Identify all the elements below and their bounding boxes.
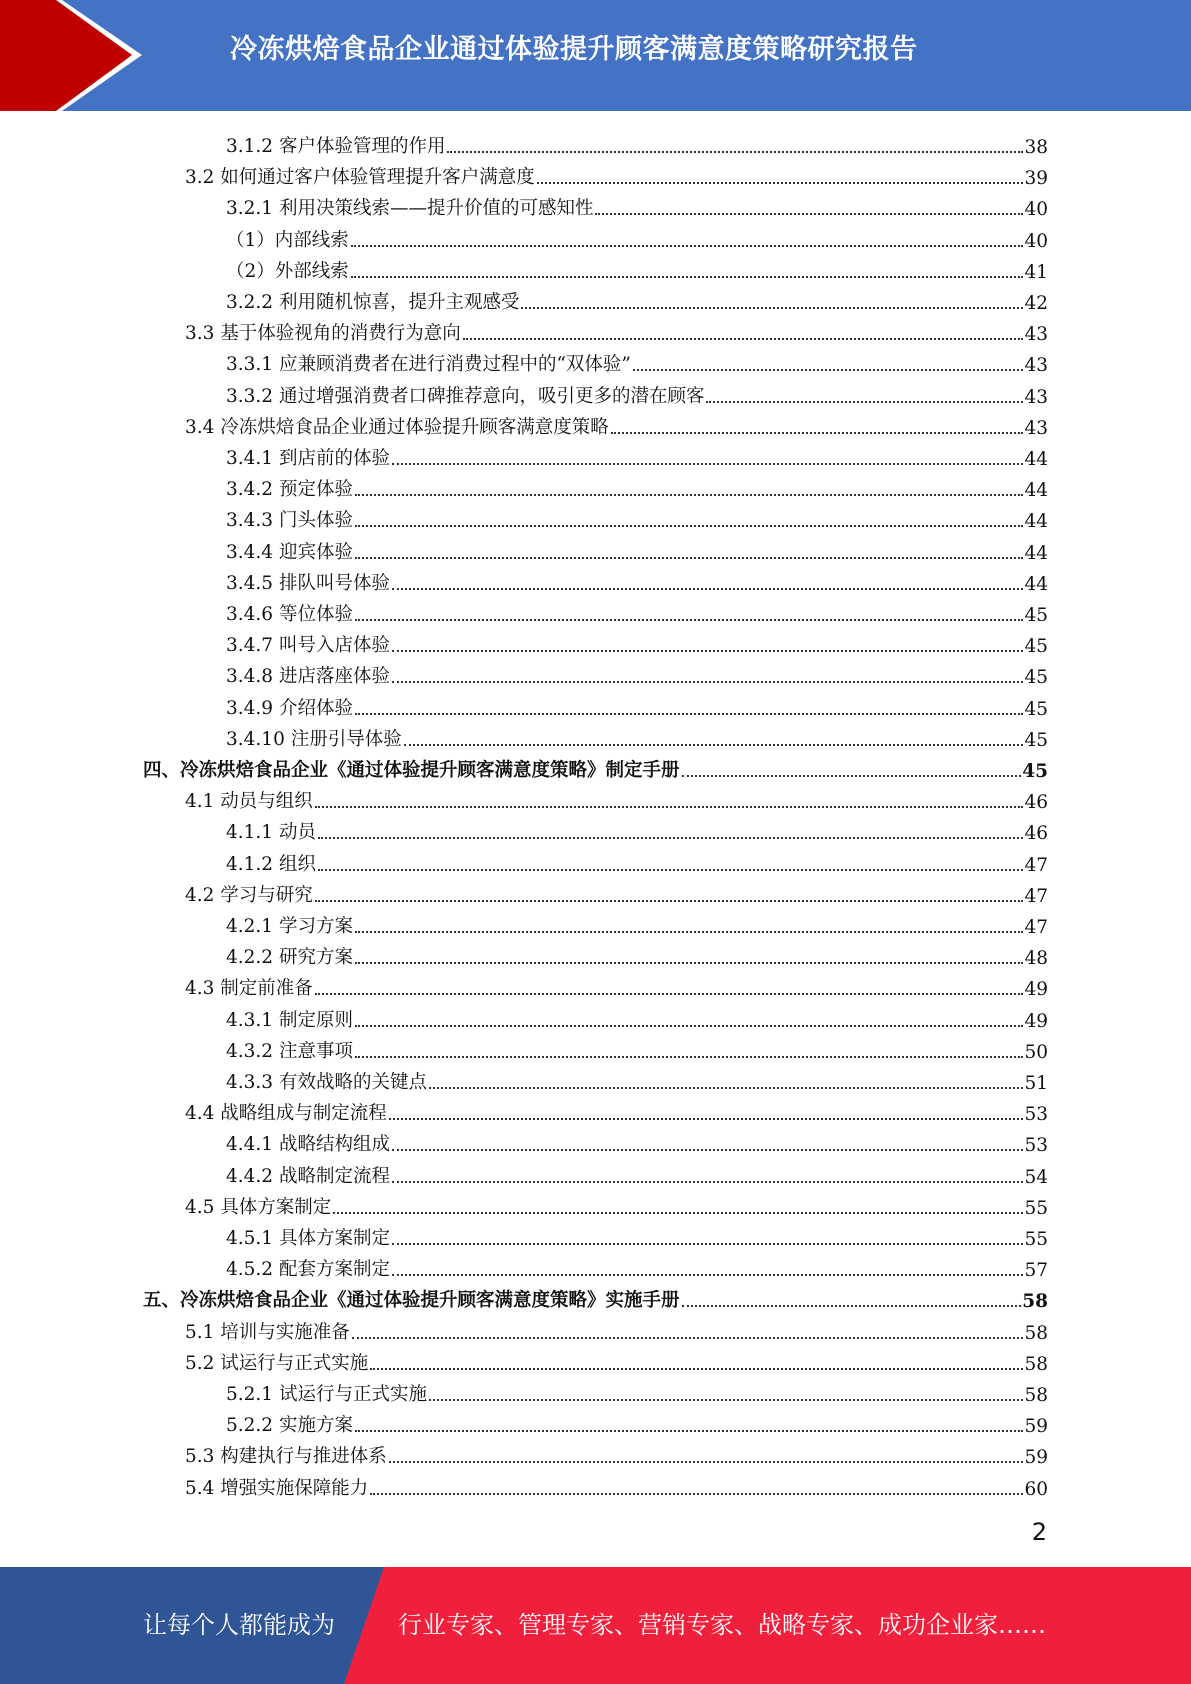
toc-entry[interactable]	[226, 221, 1048, 252]
toc-leader-dots	[404, 743, 1024, 746]
toc-leader-dots	[682, 1304, 1022, 1307]
toc-entry-page: 46	[1024, 792, 1048, 814]
toc-entry-page: 40	[1024, 230, 1048, 252]
toc-entry-label: 4.2.2 研究方案	[226, 947, 353, 969]
toc-leader-dots	[389, 1117, 1024, 1120]
toc-entry[interactable]	[226, 1001, 1048, 1032]
toc-leader-dots	[429, 1398, 1023, 1401]
toc-leader-dots	[355, 1429, 1024, 1432]
toc-entry-label: （2）外部线索	[226, 260, 349, 282]
toc-leader-dots	[706, 400, 1023, 403]
toc-entry-label: 4.4.2 战略制定流程	[226, 1165, 390, 1187]
toc-entry[interactable]	[226, 1406, 1048, 1437]
toc-entry-label: 4.1.2 组织	[226, 853, 316, 875]
toc-leader-dots	[392, 649, 1023, 652]
toc-entry-page: 48	[1024, 948, 1048, 970]
toc-entry-label: 四、冷冻烘焙食品企业《通过体验提升顾客满意度策略》制定手册	[143, 760, 680, 781]
toc-entry-label: 5.2.1 试运行与正式实施	[226, 1384, 427, 1405]
toc-entry-page: 44	[1024, 573, 1048, 595]
toc-entry[interactable]	[226, 1157, 1048, 1188]
toc-entry-page: 47	[1024, 854, 1048, 876]
toc-entry-page: 57	[1024, 1260, 1048, 1282]
toc-leader-dots	[392, 1242, 1023, 1245]
toc-entry-label: 4.1.1 动员	[226, 822, 316, 844]
toc-entry[interactable]	[185, 876, 1048, 907]
toc-leader-dots	[355, 618, 1024, 621]
toc-entry-label: 4.3.2 注意事项	[226, 1040, 353, 1062]
toc-entry-page: 43	[1024, 386, 1048, 408]
toc-leader-dots	[355, 524, 1024, 527]
toc-entry-page: 41	[1024, 261, 1048, 283]
toc-entry-label: 3.4.2 预定体验	[226, 479, 353, 501]
toc-entry-page: 45	[1024, 605, 1048, 626]
toc-leader-dots	[370, 1367, 1023, 1370]
toc-entry[interactable]	[185, 1469, 1048, 1500]
document-title: 冷冻烘焙食品企业通过体验提升顾客满意度策略研究报告	[230, 34, 918, 65]
toc-entry-page: 55	[1024, 1229, 1048, 1250]
toc-leader-dots	[355, 930, 1024, 933]
toc-entry-page: 53	[1024, 1135, 1048, 1157]
toc-leader-dots	[315, 805, 1024, 808]
toc-leader-dots	[355, 556, 1024, 559]
toc-entry-label: 3.3.2 通过增强消费者口碑推荐意向，吸引更多的潜在顾客	[226, 385, 705, 407]
toc-entry-page: 54	[1024, 1166, 1048, 1188]
toc-entry-label: 4.1 动员与组织	[185, 791, 313, 813]
toc-entry[interactable]	[185, 314, 1048, 345]
toc-entry[interactable]	[226, 595, 1048, 626]
toc-entry-page: 47	[1024, 885, 1048, 907]
toc-leader-dots	[315, 992, 1024, 995]
toc-entry-label: 3.4.5 排队叫号体验	[226, 572, 390, 594]
toc-entry-page: 39	[1024, 168, 1048, 190]
toc-entry-page: 59	[1024, 1447, 1048, 1469]
toc-entry[interactable]	[226, 345, 1048, 376]
toc-entry[interactable]	[226, 626, 1048, 657]
toc-leader-dots	[521, 306, 1023, 309]
toc-entry-label: 4.2.1 学习方案	[226, 916, 353, 937]
toc-entry[interactable]	[185, 1344, 1048, 1375]
toc-entry-page: 46	[1024, 823, 1048, 845]
toc-entry[interactable]	[226, 720, 1048, 751]
toc-entry-label: 3.4.10 注册引导体验	[226, 728, 402, 750]
toc-leader-dots	[370, 1492, 1023, 1495]
toc-leader-dots	[355, 712, 1024, 715]
toc-leader-dots	[392, 1148, 1023, 1151]
toc-leader-dots	[392, 587, 1023, 590]
toc-entry-page: 47	[1024, 917, 1048, 938]
toc-entry-page: 58	[1024, 1322, 1048, 1344]
toc-entry-label: 3.4.8 进店落座体验	[226, 666, 390, 688]
toc-entry[interactable]	[185, 158, 1048, 189]
toc-entry-label: 3.4.4 迎宾体验	[226, 541, 353, 563]
toc-entry-label: 3.4.3 门头体验	[226, 510, 353, 532]
toc-entry[interactable]	[226, 283, 1048, 314]
toc-entry[interactable]	[226, 1125, 1048, 1156]
toc-leader-dots	[351, 275, 1024, 278]
toc-leader-dots	[392, 1273, 1023, 1276]
toc-entry-page: 45	[1024, 636, 1048, 658]
toc-leader-dots	[333, 1211, 1023, 1214]
toc-entry[interactable]	[185, 969, 1048, 1000]
footer-slogan: 让每个人都能成为	[143, 1611, 335, 1639]
toc-entry[interactable]	[226, 689, 1048, 720]
toc-leader-dots	[392, 1180, 1023, 1183]
toc-entry[interactable]	[226, 1219, 1048, 1250]
toc-entry-label: 4.3.3 有效战略的关键点	[226, 1072, 427, 1093]
toc-entry[interactable]	[185, 408, 1048, 439]
toc-entry[interactable]	[226, 813, 1048, 844]
toc-entry-label: 5.2.2 实施方案	[226, 1415, 353, 1437]
toc-entry[interactable]	[226, 439, 1048, 470]
toc-entry-page: 58	[1022, 1291, 1048, 1313]
toc-entry-page: 38	[1024, 137, 1048, 158]
toc-entry-label: （1）内部线索	[226, 229, 349, 251]
toc-entry-page: 49	[1024, 1010, 1048, 1032]
toc-leader-dots	[389, 1460, 1024, 1463]
toc-entry[interactable]	[226, 127, 1048, 158]
toc-entry-page: 58	[1024, 1385, 1048, 1406]
toc-entry[interactable]	[226, 907, 1048, 938]
toc-entry-label: 5.3 构建执行与推进体系	[185, 1446, 387, 1468]
toc-entry-page: 55	[1024, 1197, 1048, 1219]
toc-entry-label: 4.4.1 战略结构组成	[226, 1134, 390, 1156]
toc-entry-label: 5.4 增强实施保障能力	[185, 1477, 369, 1499]
toc-entry[interactable]	[226, 470, 1048, 501]
toc-entry[interactable]	[226, 1375, 1048, 1406]
toc-entry[interactable]	[226, 1032, 1048, 1063]
toc-entry-page: 43	[1024, 355, 1048, 377]
toc-entry-page: 44	[1024, 511, 1048, 533]
toc-leader-dots	[463, 337, 1024, 340]
toc-entry-page: 45	[1024, 667, 1048, 689]
toc-entry[interactable]	[226, 1063, 1048, 1094]
toc-entry-label: 5.2 试运行与正式实施	[185, 1352, 369, 1374]
toc-leader-dots	[318, 836, 1024, 839]
toc-entry[interactable]	[226, 189, 1048, 220]
toc-leader-dots	[429, 1086, 1023, 1089]
toc-entry-page: 45	[1022, 761, 1048, 782]
toc-leader-dots	[447, 150, 1023, 153]
toc-entry-page: 44	[1024, 449, 1048, 470]
toc-leader-dots	[318, 868, 1024, 871]
toc-leader-dots	[351, 244, 1024, 247]
toc-entry-page: 45	[1024, 729, 1048, 751]
toc-entry-label: 4.4 战略组成与制定流程	[185, 1103, 387, 1125]
toc-leader-dots	[392, 462, 1023, 465]
page-footer	[0, 1567, 1191, 1684]
toc-entry-label: 3.2.2 利用随机惊喜，提升主观感受	[226, 292, 520, 313]
toc-leader-dots	[392, 680, 1023, 683]
toc-entry-label: 3.3.1 应兼顾消费者在进行消费过程中的“双体验”	[226, 354, 631, 376]
toc-entry-label: 4.5.1 具体方案制定	[226, 1228, 390, 1249]
toc-leader-dots	[355, 961, 1024, 964]
toc-entry[interactable]	[185, 782, 1048, 813]
toc-entry-label: 4.3.1 制定原则	[226, 1009, 353, 1031]
toc-entry-label: 五、冷冻烘焙食品企业《通过体验提升顾客满意度策略》实施手册	[143, 1290, 680, 1312]
toc-entry-label: 3.4.6 等位体验	[226, 604, 353, 625]
toc-entry[interactable]	[226, 533, 1048, 564]
toc-leader-dots	[611, 431, 1024, 434]
toc-entry-page: 49	[1024, 979, 1048, 1001]
toc-entry[interactable]	[143, 1281, 1048, 1312]
toc-leader-dots	[595, 212, 1023, 215]
page-header	[0, 0, 1191, 111]
toc-entry-page: 43	[1024, 417, 1048, 439]
toc-entry-page: 53	[1024, 1104, 1048, 1126]
page-number: 2	[1031, 1518, 1047, 1546]
toc-entry-page: 40	[1024, 199, 1048, 221]
toc-entry-label: 3.1.2 客户体验管理的作用	[226, 136, 446, 157]
toc-leader-dots	[355, 493, 1024, 496]
toc-leader-dots	[682, 774, 1022, 777]
toc-entry-page: 45	[1024, 698, 1048, 720]
toc-entry-page: 58	[1024, 1353, 1048, 1375]
toc-entry-page: 44	[1024, 542, 1048, 564]
toc-entry-label: 3.3 基于体验视角的消费行为意向	[185, 323, 461, 345]
toc-entry-label: 3.2 如何通过客户体验管理提升客户满意度	[185, 167, 535, 189]
toc-leader-dots	[537, 181, 1024, 184]
toc-entry-page: 50	[1024, 1041, 1048, 1063]
toc-entry[interactable]	[226, 938, 1048, 969]
toc-entry-label: 4.5 具体方案制定	[185, 1196, 332, 1218]
toc-leader-dots	[355, 1055, 1024, 1058]
toc-entry[interactable]	[143, 751, 1048, 782]
toc-entry-label: 4.3 制定前准备	[185, 978, 313, 1000]
toc-entry-label: 3.4.7 叫号入店体验	[226, 635, 390, 657]
toc-entry[interactable]	[185, 1437, 1048, 1468]
toc-entry[interactable]	[226, 377, 1048, 408]
toc-entry-page: 43	[1024, 324, 1048, 346]
toc-entry[interactable]	[185, 1188, 1048, 1219]
toc-entry-page: 59	[1024, 1416, 1048, 1438]
toc-entry-page: 60	[1024, 1478, 1048, 1500]
toc-entry-label: 4.2 学习与研究	[185, 884, 313, 906]
footer-tagline: 行业专家、管理专家、营销专家、战略专家、成功企业家……	[398, 1611, 1046, 1639]
toc-entry[interactable]	[185, 1094, 1048, 1125]
toc-entry[interactable]	[226, 564, 1048, 595]
toc-entry-page: 42	[1024, 293, 1048, 314]
toc-entry[interactable]	[226, 657, 1048, 688]
toc-entry-label: 3.4.9 介绍体验	[226, 697, 353, 719]
toc-leader-dots	[352, 1336, 1024, 1339]
toc-leader-dots	[633, 368, 1024, 371]
toc-entry-page: 51	[1024, 1073, 1048, 1094]
toc-leader-dots	[315, 899, 1024, 902]
toc-entry-label: 3.4.1 到店前的体验	[226, 448, 390, 469]
toc-entry[interactable]	[226, 1250, 1048, 1281]
toc-entry-label: 3.2.1 利用决策线索——提升价值的可感知性	[226, 198, 594, 220]
toc-entry[interactable]	[226, 845, 1048, 876]
toc-entry-page: 44	[1024, 480, 1048, 502]
toc-entry-label: 5.1 培训与实施准备	[185, 1321, 350, 1343]
toc-entry-label: 4.5.2 配套方案制定	[226, 1259, 390, 1281]
toc-leader-dots	[355, 1024, 1024, 1027]
toc-entry[interactable]	[226, 252, 1048, 283]
toc-entry[interactable]	[226, 501, 1048, 532]
toc-entry[interactable]	[185, 1313, 1048, 1344]
toc-entry-label: 3.4 冷冻烘焙食品企业通过体验提升顾客满意度策略	[185, 416, 609, 438]
